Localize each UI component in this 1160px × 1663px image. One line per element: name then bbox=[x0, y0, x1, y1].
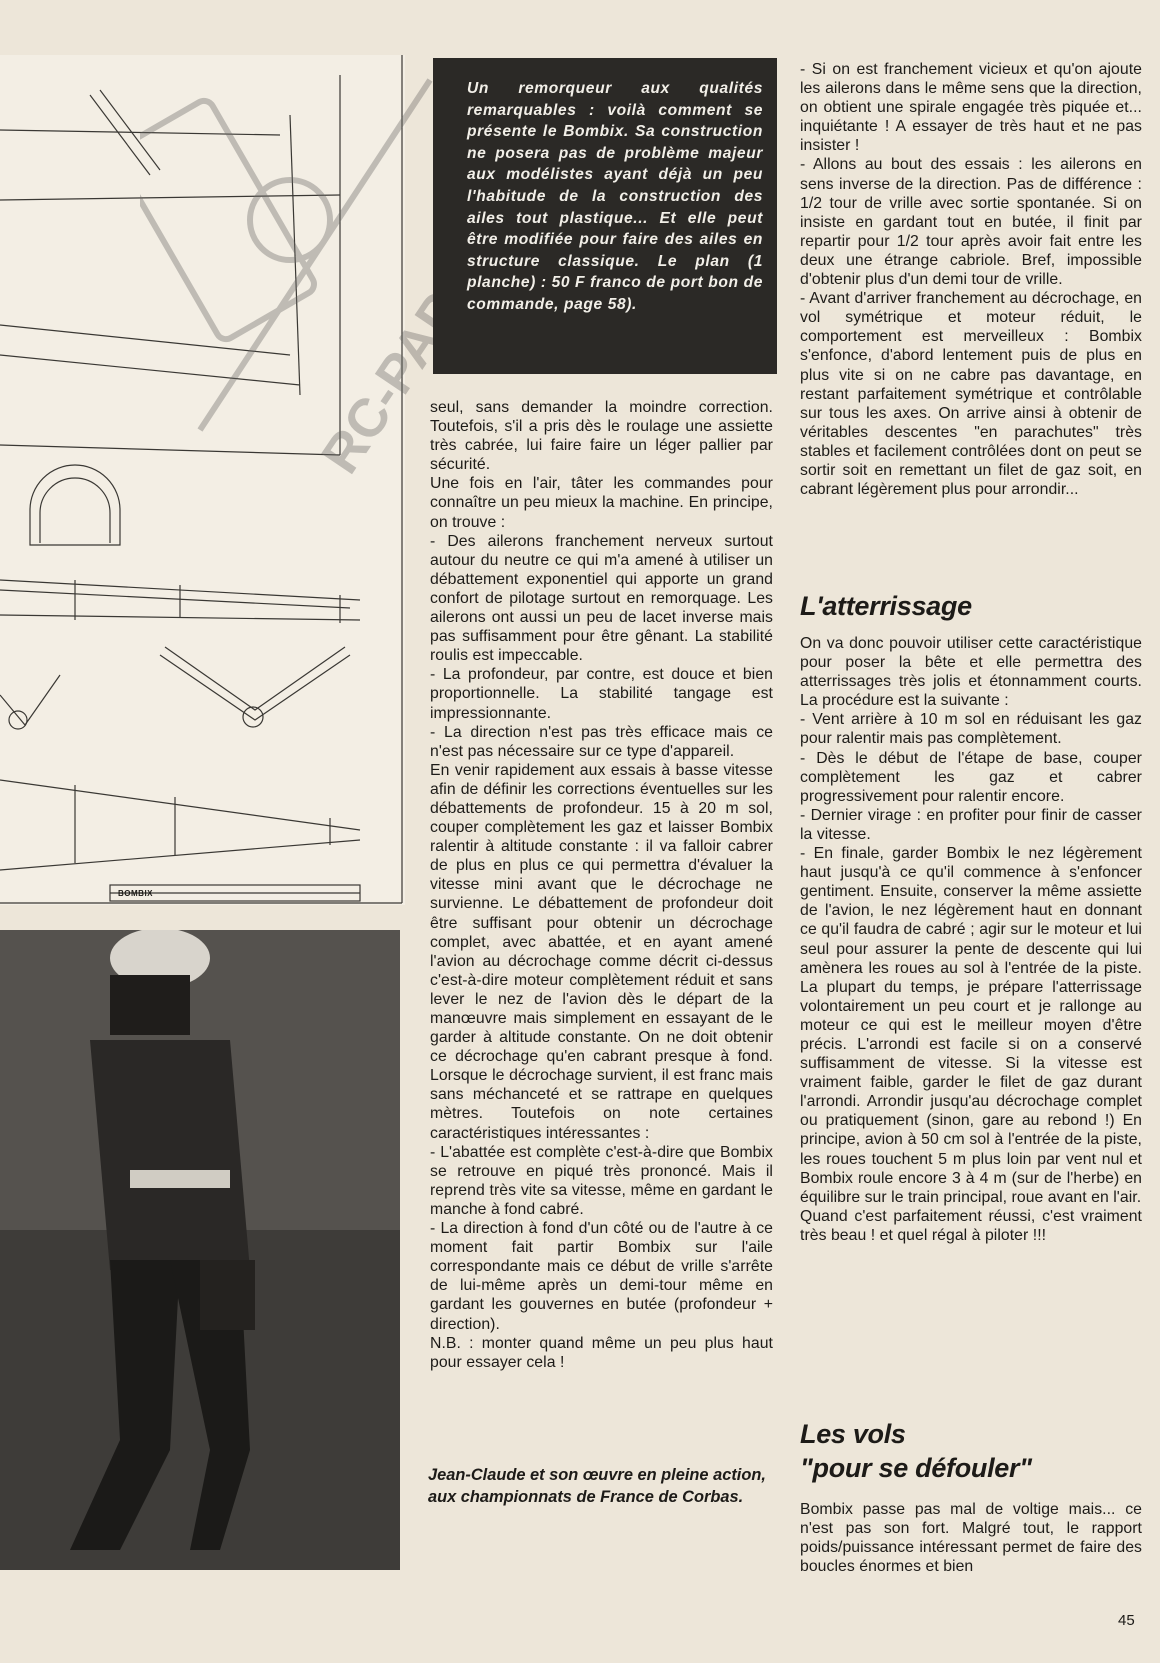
article-column-right-bottom bbox=[800, 1500, 1142, 1576]
paragraph: - Vent arrière à 10 m sol en réduisant les gaz pour ralentir mais pas complètement. bbox=[800, 711, 1142, 748]
plan-title: BOMBIX bbox=[118, 889, 153, 898]
paragraph: - Si on est franchement vicieux et qu'on ajoute les ailerons dans le même sens que la direction, on obtient une spirale engagée très piquée et... inquiétante ! A essayer de très haut et ne pas insister ! bbox=[800, 61, 1142, 155]
plan-drawing bbox=[0, 55, 405, 905]
paragraph: - Allons au bout des essais : les ailerons en sens inverse de la direction. Pas de différence : 1/2 tour de vrille avec sortie spontanée. Si on insiste en gardant tout en butée, il finit par repartir pour 1/2 tour après avoir fait entre les deux une étrange cabriole. Bref, impossible d'obtenir plus d'un demi tour de vrille. bbox=[800, 156, 1142, 289]
page-number: 45 bbox=[1118, 1612, 1135, 1629]
paragraph: seul, sans demander la moindre correction. Toutefois, s'il a pris dès le roulage une assiette très cabrée, lui faire faire un léger pallier par sécurité. bbox=[430, 399, 773, 474]
paragraph: Bombix passe pas mal de voltige mais... ce n'est pas son fort. Malgré tout, le rapport poids/puissance intéressant permet de faire des boucles énormes et bien bbox=[800, 1501, 1142, 1576]
paragraph: - L'abattée est complète c'est-à-dire que Bombix se retrouve en piqué très prononcé. Mais il reprend très vite sa vitesse, même en gardant le manche à fond cabré. bbox=[430, 1143, 773, 1218]
paragraph: - Des ailerons franchement nerveux surtout autour du neutre ce qui m'a amené à utiliser un débattement exponentiel qui apporte un grand confort de pilotage surtout en remorquage. Les ailerons ont aussi un peu de lacet inverse mais pas suffisamment pour être gênant. La stabilité roulis est impeccable. bbox=[430, 532, 773, 665]
heading-landing: L'atterrissage bbox=[800, 591, 972, 621]
pilot-silhouette bbox=[0, 930, 400, 1570]
paragraph: On va donc pouvoir utiliser cette caractéristique pour poser la bête et elle permettra des atterrissages très jolis et étonnamment courts. La procédure est la suivante : bbox=[800, 635, 1142, 710]
article-column-right-middle bbox=[800, 634, 1142, 1245]
paragraph: En venir rapidement aux essais à basse vitesse afin de définir les corrections éventuelles sur les débattements de profondeur. 15 à 20 m sol, couper complètement les gaz et laisser Bombix ralentir à altitude constante : il va falloir cabrer de plus en plus ce qui permettra d'évaluer la vitesse mini avant que le décrochage ne survienne. Le débattement de profondeur doit être suffisant pour obtenir un décrochage complet, avec abattée, et en ayant amené l'avion au décrochage comme décrit ci-dessus c'est-à-dire moteur complètement réduit et sans lever le nez de l'avion dès le départ de la manœuvre mais simplement en essayant de le garder à altitude constante. On ne doit obtenir ce décrochage qu'en cabrant presque à fond. Lorsque le décrochage survient, il est franc mais sans méchanceté et se rattrape en quelques mètres. Toutefois on note certaines caractéristiques intéressantes : bbox=[430, 761, 773, 1142]
paragraph: - La direction n'est pas très efficace mais ce n'est pas nécessaire sur ce type d'appareil. bbox=[430, 723, 773, 760]
paragraph: - Avant d'arriver franchement au décrochage, en vol symétrique et moteur réduit, le comportement est merveilleux : Bombix s'enfonce, d'abord lentement puis de plus en plus vite si on ne cabre pas davantage, en restant parfaitement symétrique et contrôlable sur tous les axes. On arrive ainsi à obtenir de véritables descentes "en parachutes" très stables et facilement contrôlées dont on peut se sortir soit en remettant un filet de gaz soit, en cabrant légèrement plus pour arrondir... bbox=[800, 290, 1142, 499]
paragraph: Quand c'est parfaitement réussi, c'est vraiment très beau ! et quel régal à piloter !!! bbox=[800, 1207, 1142, 1244]
heading-flights-line2: "pour se défouler" bbox=[800, 1453, 1032, 1483]
paragraph: - En finale, garder Bombix le nez légèrement haut jusqu'à ce qu'il commence à s'enfoncer gentiment. Ensuite, conserver la même assiette de l'avion, le nez légèrement haut en donnant ce qu'il faudra de cabré ; agir sur le moteur et lui seul pour assurer la pente de descente qui lui amènera les roues au sol à l'entrée de la piste. La plupart du temps, je prépare l'atterrissage volontairement un peu court et je rallonge au moteur ce qui est le meilleur moyen d'être précis. L'arrondi est facile si on a conservé suffisamment de vitesse. Si la vitesse est vraiment faible, garder le filet de gaz durant l'arrondi. Arrondir jusqu'au décrochage complet ou pratiquement (sinon, gare au rebond !) En principe, avion à 50 cm sol à l'entrée de la piste, les roues touchent 5 m plus loin par vent nul et Bombix roule encore 3 à 4 m (sur de l'herbe) en équilibre sur le train principal, roue avant en l'air. bbox=[800, 845, 1142, 1206]
paragraph: - La profondeur, par contre, est douce et bien proportionnelle. La stabilité tangage est impressionnante. bbox=[430, 666, 773, 722]
paragraph: - Dès le début de l'étape de base, couper complètement les gaz et cabrer progressivement pour ralentir encore. bbox=[800, 749, 1142, 805]
paragraph: Une fois en l'air, tâter les commandes pour connaître un peu mieux la machine. En principe, on trouve : bbox=[430, 475, 773, 531]
plan-lines bbox=[0, 55, 405, 905]
heading-flights-line1: Les vols bbox=[800, 1419, 906, 1449]
photo-caption: Jean-Claude et son œuvre en pleine action, aux championnats de France de Corbas. bbox=[428, 1466, 766, 1506]
article-column-middle bbox=[430, 398, 773, 1372]
paragraph: - Dernier virage : en profiter pour finir de casser la vitesse. bbox=[800, 806, 1142, 843]
intro-box: Un remorqueur aux qualités remarquables : voilà comment se présente le Bombix. Sa construction ne posera pas de problème majeur aux modélistes ayant déjà un peu l'habitude de la construction des ailes tout plastique... Et elle peut être modifiée pour faire des ailes en structure classique. Le plan (1 planche) : 50 F franco de port bon de commande, page 58). bbox=[433, 58, 777, 374]
pilot-photo bbox=[0, 930, 400, 1570]
paragraph: N.B. : monter quand même un peu plus haut pour essayer cela ! bbox=[430, 1334, 773, 1371]
paragraph: - La direction à fond d'un côté ou de l'autre à ce moment fait partir Bombix sur l'aile correspondante mais ce début de vrille s'arrête de lui-même après un demi-tour même en gardant les gouvernes en butée (profondeur + direction). bbox=[430, 1220, 773, 1333]
article-column-right-top bbox=[800, 60, 1142, 499]
